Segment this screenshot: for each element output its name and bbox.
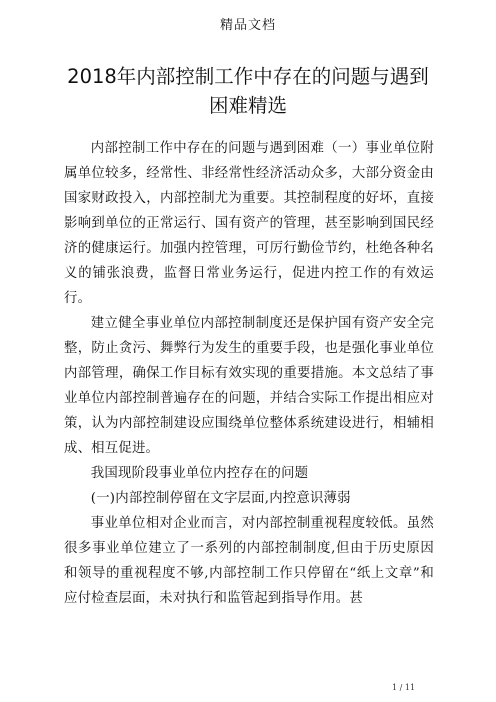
section-heading: 我国现阶段事业单位内控存在的问题 [90,466,309,481]
subsection-heading: (一)内部控制停留在文字层面,内控意识薄弱 [90,491,351,506]
page-header: 精品文档 [219,18,276,33]
paragraph: 事业单位相对企业而言，对内部控制重视程度较低。虽然很多事业单位建立了一系列的内部控制制度,但由于历史原因和领导的重视程度不够,内部控制工作只停留在“纸上文章”和应付检查层面，未对执行和监管起到指导作用。甚 [64,516,434,606]
document-title [40,62,456,120]
title-line-2: 困难精选 [208,94,287,117]
paragraph: 建立健全事业单位内部控制制度还是保护国有资产安全完整，防止贪污、舞弊行为发生的重要手段，也是强化事业单位内部管理，确保工作目标有效实现的重要措施。本文总结了事业单位内部控制普遍存在的问题，并结合实际工作提出相应对策，认为内部控制建设应围绕单位整体系统建设进行，相辅相成、相互促进。 [64,316,434,456]
page-number: 1 / 11 [392,683,416,692]
title-line-1: 2018年内部控制工作中存在的问题与遇到 [67,65,429,88]
paragraph: 内部控制工作中存在的问题与遇到困难（一）事业单位附属单位较多，经常性、非经常性经济活动众多，大部分资金由国家财政投入，内部控制尤为重要。其控制程度的好坏，直接影响到单位的正常运行、国有资产的管理，甚至影响到国民经济的健康运行。加强内控管理，可厉行勤俭节约，杜绝各种名义的铺张浪费，监督日常业务运行，促进内控工作的有效运行。 [64,141,434,306]
document-body [64,136,434,611]
